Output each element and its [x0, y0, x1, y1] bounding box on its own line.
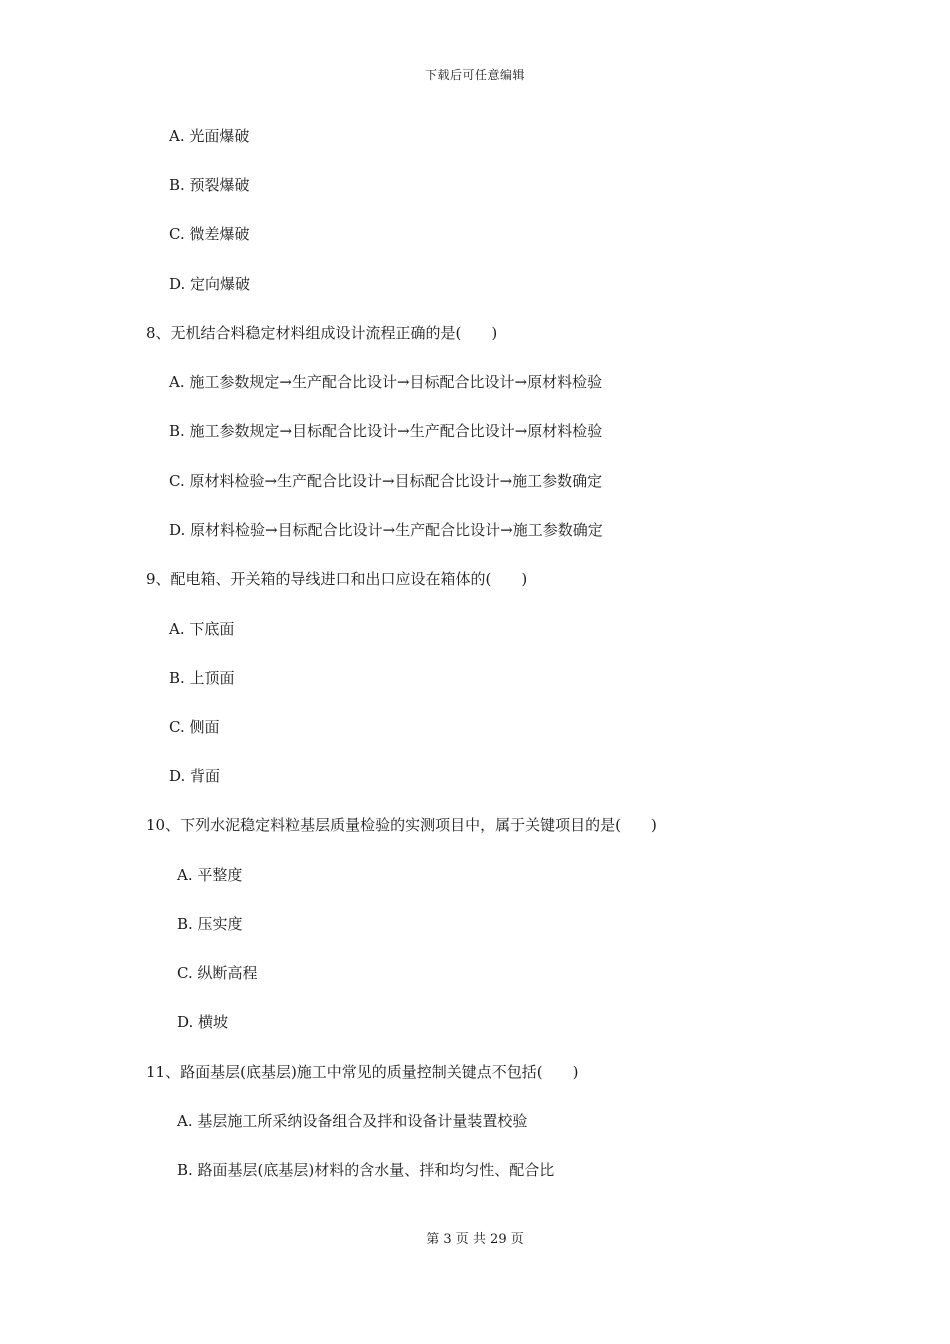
option-d-q8: D. 原材料检验→目标配合比设计→生产配合比设计→施工参数确定	[169, 521, 603, 539]
option-d-q7: D. 定向爆破	[169, 275, 251, 293]
option-a-q7: A. 光面爆破	[169, 127, 250, 145]
option-c-q8: C. 原材料检验→生产配合比设计→目标配合比设计→施工参数确定	[169, 472, 603, 490]
option-d-q9: D. 背面	[169, 767, 221, 785]
option-d-q10: D. 横坡	[177, 1013, 229, 1031]
option-a-q9: A. 下底面	[169, 620, 235, 638]
question-8: 8、无机结合料稳定材料组成设计流程正确的是( )	[146, 324, 498, 342]
option-a-q8: A. 施工参数规定→生产配合比设计→目标配合比设计→原材料检验	[169, 373, 603, 391]
option-b-q9: B. 上顶面	[169, 669, 235, 687]
option-c-q7: C. 微差爆破	[169, 225, 250, 243]
option-b-q10: B. 压实度	[177, 915, 243, 933]
question-9: 9、配电箱、开关箱的导线进口和出口应设在箱体的( )	[146, 570, 528, 588]
option-c-q10: C. 纵断高程	[177, 964, 258, 982]
option-c-q9: C. 侧面	[169, 718, 220, 736]
page-footer: 第 3 页 共 29 页	[426, 1232, 524, 1247]
option-b-q8: B. 施工参数规定→目标配合比设计→生产配合比设计→原材料检验	[169, 422, 603, 440]
option-a-q10: A. 平整度	[177, 866, 243, 884]
question-11: 11、路面基层(底基层)施工中常见的质量控制关键点不包括( )	[146, 1063, 579, 1081]
option-b-q11: B. 路面基层(底基层)材料的含水量、拌和均匀性、配合比	[177, 1161, 555, 1179]
option-b-q7: B. 预裂爆破	[169, 176, 250, 194]
option-a-q11: A. 基层施工所采纳设备组合及拌和设备计量装置校验	[177, 1112, 528, 1130]
page-header: 下载后可任意编辑	[424, 68, 525, 82]
question-10: 10、下列水泥稳定料粒基层质量检验的实测项目中，属于关键项目的是( )	[146, 816, 657, 834]
